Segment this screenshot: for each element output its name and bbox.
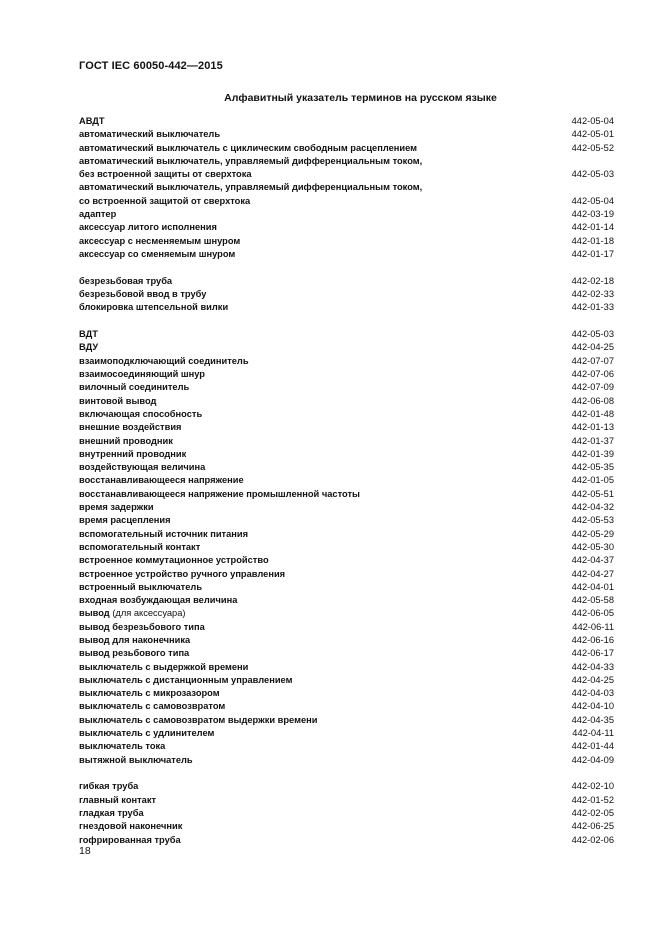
index-entry <box>79 115 614 128</box>
term-code: 442-05-35 <box>571 462 614 473</box>
index-entry <box>79 581 614 594</box>
term-line: встроенный выключатель <box>79 581 203 592</box>
term-code: 442-05-01 <box>571 129 614 140</box>
index-entry <box>79 514 614 527</box>
term-line: вытяжной выключатель <box>79 754 193 765</box>
term-code: 442-02-06 <box>571 834 614 845</box>
term-line: восстанавливающееся напряжение промышленной частоты <box>79 488 360 499</box>
index-entry <box>79 208 614 221</box>
term-line: взаимосоединяющий шнур <box>79 369 205 380</box>
term-code: 442-02-10 <box>571 781 614 792</box>
index-entry <box>79 488 614 501</box>
index-entry <box>79 807 614 820</box>
term-line: входная возбуждающая величина <box>79 595 238 606</box>
term <box>79 435 173 448</box>
term <box>79 235 240 248</box>
term-code: 442-05-03 <box>571 329 614 340</box>
term-line: время расцепления <box>79 515 171 526</box>
index-entry <box>79 448 614 461</box>
term-line: аксессуар литого исполнения <box>79 222 217 233</box>
term-line: автоматический выключатель с циклическим свободным расцеплением <box>79 142 418 153</box>
term <box>79 355 249 368</box>
term-code: 442-06-25 <box>571 821 614 832</box>
term <box>79 820 182 833</box>
index-entry <box>79 368 614 381</box>
term <box>79 221 217 234</box>
term <box>79 115 105 128</box>
term-line: выключатель с самовозвратом выдержки времени <box>79 714 318 725</box>
term-line: главный контакт <box>79 794 157 805</box>
term-code: 442-04-37 <box>571 555 614 566</box>
term-code: 442-04-25 <box>571 674 614 685</box>
term-line: гибкая труба <box>79 781 139 792</box>
term-code: 442-05-03 <box>571 169 614 180</box>
index-entry <box>79 395 614 408</box>
term-code: 442-05-51 <box>571 488 614 499</box>
term <box>79 634 190 647</box>
term-line: безрезьбовая труба <box>79 275 173 286</box>
term <box>79 474 244 487</box>
index-entry <box>79 474 614 487</box>
term-line: выключатель с выдержкой времени <box>79 661 249 672</box>
term-code: 442-04-33 <box>571 661 614 672</box>
term-code: 442-04-10 <box>571 701 614 712</box>
index-entry <box>79 554 614 567</box>
term-line: внешние воздействия <box>79 422 182 433</box>
term-code: 442-04-25 <box>571 342 614 353</box>
index-entry <box>79 820 614 833</box>
index-entry <box>79 128 614 141</box>
term-code: 442-07-06 <box>571 369 614 380</box>
term-line: автоматический выключатель <box>79 129 221 140</box>
term-code: 442-05-29 <box>571 528 614 539</box>
term <box>79 395 156 408</box>
term <box>79 568 285 581</box>
term-code: 442-05-04 <box>571 116 614 126</box>
term-code: 442-04-35 <box>571 714 614 725</box>
index-entry <box>79 421 614 434</box>
term-code: 442-01-18 <box>571 235 614 246</box>
term-note: (для аксессуара) <box>112 608 186 619</box>
term-index <box>79 115 614 860</box>
index-group <box>79 115 614 261</box>
term <box>79 647 189 660</box>
term <box>79 541 200 554</box>
term-code: 442-05-58 <box>571 595 614 606</box>
term <box>79 301 228 314</box>
index-entry <box>79 621 614 634</box>
term-line: выключатель с микрозазором <box>79 688 220 699</box>
term <box>79 834 181 847</box>
term <box>79 155 422 182</box>
term-line: выключатель с дистанционным управлением <box>79 674 293 685</box>
term <box>79 754 193 767</box>
term <box>79 807 144 820</box>
term-code: 442-01-05 <box>571 475 614 486</box>
term-code: 442-01-17 <box>571 248 614 259</box>
term-line: вывод безрезьбового типа <box>79 621 205 632</box>
term-line: гофрированная труба <box>79 834 181 845</box>
term-code: 442-05-04 <box>571 195 614 206</box>
term-code: 442-06-17 <box>571 648 614 659</box>
term-code: 442-06-08 <box>571 395 614 406</box>
index-entry <box>79 727 614 740</box>
term-text: вывод <box>79 608 110 619</box>
term-code: 442-06-05 <box>571 608 614 619</box>
term-code: 442-03-19 <box>571 209 614 220</box>
term <box>79 275 172 288</box>
term <box>79 248 235 261</box>
index-entry <box>79 794 614 807</box>
term <box>79 794 156 807</box>
term-code: 442-01-52 <box>571 794 614 805</box>
term <box>79 381 189 394</box>
index-entry <box>79 142 614 155</box>
term-line: гнездовой наконечник <box>79 821 183 832</box>
term-line: взаимоподключающий соединитель <box>79 355 249 366</box>
index-entry <box>79 714 614 727</box>
index-entry <box>79 754 614 767</box>
term <box>79 687 220 700</box>
term-code: 442-05-53 <box>571 515 614 526</box>
index-entry <box>79 355 614 368</box>
index-entry <box>79 155 614 182</box>
index-entry <box>79 221 614 234</box>
term <box>79 700 225 713</box>
term-code: 442-01-37 <box>571 435 614 446</box>
term-line: безрезьбовой ввод в трубу <box>79 289 207 300</box>
term <box>79 341 98 354</box>
index-entry <box>79 674 614 687</box>
standard-header: ГОСТ IEC 60050-442—2015 <box>79 60 223 72</box>
term-line: восстанавливающееся напряжение <box>79 475 244 486</box>
index-entry <box>79 435 614 448</box>
index-group <box>79 780 614 846</box>
term-code: 442-05-30 <box>571 541 614 552</box>
index-entry <box>79 568 614 581</box>
term <box>79 727 214 740</box>
term-line: воздействующая величина <box>79 462 206 473</box>
term-line: адаптер <box>79 209 117 220</box>
term-line: внутренний проводник <box>79 448 187 459</box>
index-entry <box>79 248 614 261</box>
term <box>79 514 171 527</box>
term <box>79 528 248 541</box>
term <box>79 780 138 793</box>
term-code: 442-04-27 <box>571 568 614 579</box>
index-entry <box>79 341 614 354</box>
term-line: вывод для наконечника <box>79 634 191 645</box>
term-code: 442-04-11 <box>572 728 614 739</box>
index-entry <box>79 661 614 674</box>
index-entry <box>79 607 614 620</box>
term-code: 442-01-33 <box>571 302 614 313</box>
term-code: 442-04-03 <box>571 688 614 699</box>
index-entry <box>79 687 614 700</box>
index-entry <box>79 834 614 847</box>
term-code: 442-06-11 <box>572 621 614 632</box>
term <box>79 208 116 221</box>
term-code: 442-04-01 <box>571 581 614 592</box>
index-entry <box>79 634 614 647</box>
term-line: время задержки <box>79 502 154 513</box>
term <box>79 142 417 155</box>
term-line: со встроенной защитой от сверхтока <box>79 195 251 206</box>
term-line: ВДТ <box>79 329 98 340</box>
term-code: 442-01-48 <box>571 408 614 419</box>
term <box>79 181 422 208</box>
term-line: винтовой вывод <box>79 395 157 406</box>
term <box>79 128 220 141</box>
term-line: гладкая труба <box>79 808 144 819</box>
index-entry <box>79 235 614 248</box>
index-entry <box>79 541 614 554</box>
term <box>79 488 360 501</box>
term-code: 442-07-09 <box>571 382 614 393</box>
term <box>79 461 205 474</box>
term-code: 442-02-05 <box>571 808 614 819</box>
index-entry <box>79 700 614 713</box>
term-line: аксессуар с несменяемым шнуром <box>79 235 241 246</box>
term-line: аксессуар со сменяемым шнуром <box>79 248 236 259</box>
index-group <box>79 275 614 315</box>
term-line: вспомогательный контакт <box>79 541 201 552</box>
index-entry <box>79 501 614 514</box>
term-line: выключатель с удлинителем <box>79 728 215 739</box>
term <box>79 501 154 514</box>
index-entry <box>79 181 614 208</box>
term-line: внешний проводник <box>79 435 173 446</box>
term-line: включающая способность <box>79 408 203 419</box>
term-line <box>79 607 186 620</box>
term <box>79 368 205 381</box>
term <box>79 594 237 607</box>
term-code: 442-01-14 <box>571 222 614 233</box>
term-code: 442-01-44 <box>571 741 614 752</box>
term <box>79 740 165 753</box>
index-entry <box>79 594 614 607</box>
term <box>79 714 317 727</box>
term-line: вилочный соединитель <box>79 382 190 393</box>
index-entry <box>79 301 614 314</box>
term-code: 442-04-09 <box>571 754 614 765</box>
term-line: АВДТ <box>79 116 105 126</box>
term-code: 442-02-33 <box>571 289 614 300</box>
index-entry <box>79 647 614 660</box>
term-code: 442-01-39 <box>571 448 614 459</box>
index-entry <box>79 528 614 541</box>
index-title: Алфавитный указатель терминов на русском языке <box>224 92 497 104</box>
term-code: 442-02-18 <box>571 275 614 286</box>
term-line: вывод резьбового типа <box>79 648 190 659</box>
term-code: 442-04-32 <box>571 502 614 513</box>
term-line: автоматический выключатель, управляемый дифференциальным током, <box>79 182 423 193</box>
term <box>79 448 186 461</box>
term <box>79 581 202 594</box>
term-code: 442-07-07 <box>571 355 614 366</box>
index-entry <box>79 780 614 793</box>
term <box>79 661 248 674</box>
term <box>79 621 205 634</box>
term <box>79 674 292 687</box>
index-entry <box>79 288 614 301</box>
term <box>79 328 98 341</box>
index-entry <box>79 461 614 474</box>
term-line: ВДУ <box>79 342 99 353</box>
term-line: встроенное коммутационное устройство <box>79 555 269 566</box>
term-line: выключатель тока <box>79 741 166 752</box>
index-group <box>79 328 614 767</box>
term-code: 442-06-16 <box>571 634 614 645</box>
term <box>79 554 269 567</box>
index-entry <box>79 328 614 341</box>
term-line: встроенное устройство ручного управления <box>79 568 286 579</box>
index-entry <box>79 408 614 421</box>
index-entry <box>79 275 614 288</box>
term-line: автоматический выключатель, управляемый дифференциальным током, <box>79 155 423 166</box>
term-code: 442-01-13 <box>571 422 614 433</box>
term <box>79 288 206 301</box>
term-line: выключатель с самовозвратом <box>79 701 226 712</box>
term <box>79 607 186 620</box>
term-line: без встроенной защиты от сверхтока <box>79 169 252 180</box>
term-line: блокировка штепсельной вилки <box>79 302 229 313</box>
page-number: 18 <box>79 845 91 857</box>
term-code: 442-05-52 <box>571 142 614 153</box>
index-entry <box>79 381 614 394</box>
term-line: вспомогательный источник питания <box>79 528 249 539</box>
term <box>79 421 181 434</box>
term <box>79 408 202 421</box>
index-entry <box>79 740 614 753</box>
